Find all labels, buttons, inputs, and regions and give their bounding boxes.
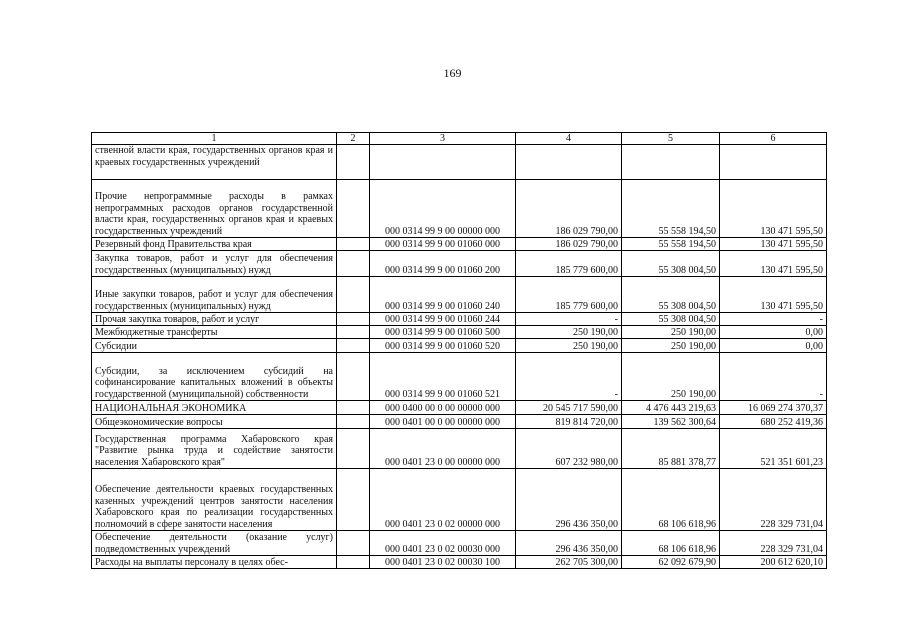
row-code-cell: 000 0314 99 9 00 01060 200 <box>370 251 516 277</box>
row-value-col6 <box>720 145 827 180</box>
row-value-col6: 130 471 595,50 <box>720 277 827 313</box>
row-value-col5: 250 190,00 <box>622 326 720 339</box>
row-name-cell: Прочая закупка товаров, работ и услуг <box>92 313 337 326</box>
row-value-col5: 139 562 300,64 <box>622 415 720 429</box>
row-col2-cell <box>337 429 370 469</box>
header-col-1: 1 <box>92 133 337 145</box>
row-col2-cell <box>337 469 370 531</box>
row-name-cell: Общеэкономические вопросы <box>92 415 337 429</box>
row-value-col4: 296 436 350,00 <box>516 469 622 531</box>
row-value-col5 <box>622 145 720 180</box>
row-value-col5: 62 092 679,90 <box>622 556 720 569</box>
row-name-cell: Иные закупки товаров, работ и услуг для обеспечения государственных (муниципальных) нужд <box>92 277 337 313</box>
row-code-cell: 000 0401 23 0 02 00000 000 <box>370 469 516 531</box>
row-col2-cell <box>337 180 370 238</box>
row-value-col6: 521 351 601,23 <box>720 429 827 469</box>
row-value-col4: - <box>516 313 622 326</box>
row-name-cell: Обеспечение деятельности (оказание услуг) подведомственных учреждений <box>92 531 337 556</box>
row-col2-cell <box>337 353 370 401</box>
row-value-col5: 55 308 004,50 <box>622 313 720 326</box>
row-value-col6: 130 471 595,50 <box>720 180 827 238</box>
row-col2-cell <box>337 415 370 429</box>
table-row <box>92 326 827 339</box>
row-value-col4: 819 814 720,00 <box>516 415 622 429</box>
row-value-col4 <box>516 145 622 180</box>
row-value-col4: 185 779 600,00 <box>516 277 622 313</box>
row-value-col5: 55 308 004,50 <box>622 251 720 277</box>
row-value-col6: 228 329 731,04 <box>720 531 827 556</box>
row-value-col6: 0,00 <box>720 339 827 353</box>
row-value-col6: 680 252 419,36 <box>720 415 827 429</box>
page-number: 169 <box>443 66 462 80</box>
row-code-cell: 000 0400 00 0 00 00000 000 <box>370 401 516 415</box>
row-value-col5: 68 106 618,96 <box>622 469 720 531</box>
row-value-col5: 55 308 004,50 <box>622 277 720 313</box>
row-code-cell: 000 0314 99 9 00 01060 500 <box>370 326 516 339</box>
row-value-col6: 130 471 595,50 <box>720 251 827 277</box>
row-name-cell: Закупка товаров, работ и услуг для обеспечения государственных (муниципальных) нужд <box>92 251 337 277</box>
row-name-cell: Субсидии, за исключением субсидий на софинансирование капитальных вложений в объекты государственной (муниципальной) собственности <box>92 353 337 401</box>
table-row <box>92 277 827 313</box>
header-row <box>92 133 827 145</box>
table-row <box>92 556 827 569</box>
row-value-col4: 185 779 600,00 <box>516 251 622 277</box>
table-row <box>92 339 827 353</box>
row-col2-cell <box>337 277 370 313</box>
row-code-cell: 000 0314 99 9 00 01060 240 <box>370 277 516 313</box>
row-value-col4: 186 029 790,00 <box>516 238 622 251</box>
table-row <box>92 531 827 556</box>
row-name-cell: Межбюджетные трансферты <box>92 326 337 339</box>
header-col-6: 6 <box>720 133 827 145</box>
row-code-cell: 000 0401 23 0 00 00000 000 <box>370 429 516 469</box>
budget-table <box>91 132 827 569</box>
table-row <box>92 251 827 277</box>
row-value-col5: 55 558 194,50 <box>622 238 720 251</box>
header-col-5: 5 <box>622 133 720 145</box>
row-col2-cell <box>337 339 370 353</box>
row-value-col5: 4 476 443 219,63 <box>622 401 720 415</box>
row-value-col4: 296 436 350,00 <box>516 531 622 556</box>
header-col-3: 3 <box>370 133 516 145</box>
table-row <box>92 429 827 469</box>
table-row <box>92 313 827 326</box>
row-value-col6: 228 329 731,04 <box>720 469 827 531</box>
header-col-2: 2 <box>337 133 370 145</box>
row-code-cell: 000 0401 23 0 02 00030 000 <box>370 531 516 556</box>
row-value-col5: 250 190,00 <box>622 339 720 353</box>
row-value-col4: 250 190,00 <box>516 326 622 339</box>
row-code-cell: 000 0401 23 0 02 00030 100 <box>370 556 516 569</box>
row-value-col4: 250 190,00 <box>516 339 622 353</box>
header-col-4: 4 <box>516 133 622 145</box>
row-value-col6: - <box>720 313 827 326</box>
row-value-col4: 262 705 300,00 <box>516 556 622 569</box>
table-row <box>92 469 827 531</box>
row-value-col6: 16 069 274 370,37 <box>720 401 827 415</box>
row-code-cell: 000 0401 00 0 00 00000 000 <box>370 415 516 429</box>
row-col2-cell <box>337 145 370 180</box>
row-col2-cell <box>337 251 370 277</box>
row-value-col5: 85 881 378,77 <box>622 429 720 469</box>
row-col2-cell <box>337 238 370 251</box>
row-code-cell: 000 0314 99 9 00 01060 244 <box>370 313 516 326</box>
table-row <box>92 415 827 429</box>
row-name-cell: Прочие непрограммные расходы в рамках непрограммных расходов органов государственной власти края, государственных органов края и краевых государственных учреждений <box>92 180 337 238</box>
row-code-cell: 000 0314 99 9 00 00000 000 <box>370 180 516 238</box>
row-code-cell: 000 0314 99 9 00 01060 520 <box>370 339 516 353</box>
row-name-cell: Государственная программа Хабаровского края "Развитие рынка труда и содействие занятости населения Хабаровского края" <box>92 429 337 469</box>
row-name-cell: ственной власти края, государственных органов края и краевых государственных учреждений <box>92 145 337 180</box>
row-code-cell <box>370 145 516 180</box>
row-value-col4: 607 232 980,00 <box>516 429 622 469</box>
table-row <box>92 145 827 180</box>
row-value-col5: 68 106 618,96 <box>622 531 720 556</box>
row-col2-cell <box>337 531 370 556</box>
row-code-cell: 000 0314 99 9 00 01060 521 <box>370 353 516 401</box>
table-row <box>92 401 827 415</box>
row-col2-cell <box>337 556 370 569</box>
table-row <box>92 353 827 401</box>
row-name-cell: Расходы на выплаты персоналу в целях обес- <box>92 556 337 569</box>
row-value-col6: 0,00 <box>720 326 827 339</box>
row-value-col6: 200 612 620,10 <box>720 556 827 569</box>
row-col2-cell <box>337 313 370 326</box>
row-value-col4: - <box>516 353 622 401</box>
row-value-col5: 55 558 194,50 <box>622 180 720 238</box>
row-value-col6: - <box>720 353 827 401</box>
row-value-col4: 20 545 717 590,00 <box>516 401 622 415</box>
table-row <box>92 238 827 251</box>
row-value-col5: 250 190,00 <box>622 353 720 401</box>
row-col2-cell <box>337 326 370 339</box>
row-value-col4: 186 029 790,00 <box>516 180 622 238</box>
row-name-cell: Обеспечение деятельности краевых государственных казенных учреждений центров занятости населения Хабаровского края по реализации государственных полномочий в сфере занятости населения <box>92 469 337 531</box>
table-row <box>92 180 827 238</box>
row-value-col6: 130 471 595,50 <box>720 238 827 251</box>
row-name-cell: Субсидии <box>92 339 337 353</box>
row-col2-cell <box>337 401 370 415</box>
row-name-cell: НАЦИОНАЛЬНАЯ ЭКОНОМИКА <box>92 401 337 415</box>
row-name-cell: Резервный фонд Правительства края <box>92 238 337 251</box>
row-code-cell: 000 0314 99 9 00 01060 000 <box>370 238 516 251</box>
